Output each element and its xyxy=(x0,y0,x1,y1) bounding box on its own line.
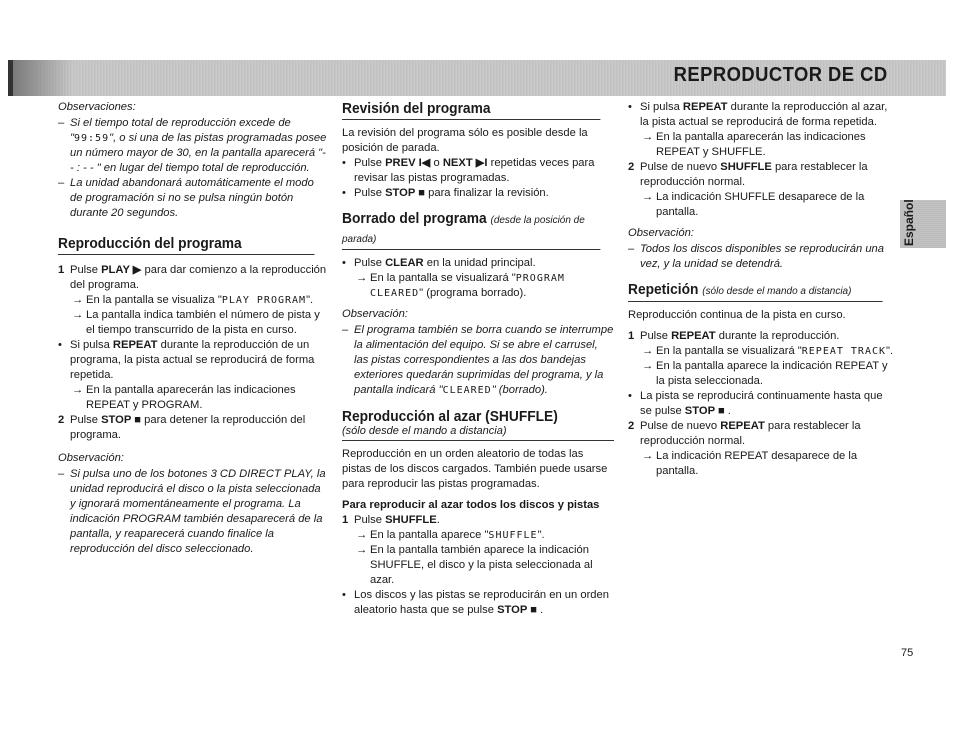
observation-item: – La unidad abandonará automáticamente el modo de programación si no se pulsa ningún botón durante 20 segundos. xyxy=(58,177,314,219)
section-title-shuffle: Reproducción al azar (SHUFFLE) xyxy=(342,409,558,425)
step-2: 2 Pulse STOP ■ para detener la reproducción del programa. xyxy=(58,414,306,441)
arrow-note: → En la pantalla aparecerán las indicaciones REPEAT y SHUFFLE. xyxy=(642,131,866,158)
bullet-item: • Pulse PREV I◀ o NEXT ▶I repetidas veces para revisar las pistas programadas. xyxy=(342,157,595,184)
subheading: Para reproducir al azar todos los discos y pistas xyxy=(342,499,600,511)
observation-heading: Observación: xyxy=(342,308,408,320)
paragraph: Reproducción continua de la pista en curso. xyxy=(628,309,846,321)
step-2: 2 Pulse de nuevo SHUFFLE para restablecer la reproducción normal. xyxy=(628,161,868,188)
arrow-note: → En la pantalla se visualiza "PLAY PROGRAM". xyxy=(72,294,314,306)
section-title-program-playback: Reproducción del programa xyxy=(58,235,315,255)
column-right xyxy=(628,100,896,479)
arrow-note: → La indicación REPEAT desaparece de la pantalla. xyxy=(642,450,858,477)
observations-heading: Observaciones: xyxy=(58,101,136,113)
language-tab xyxy=(900,200,946,248)
section-title-repeat: Repetición (sólo desde el mando a distancia) xyxy=(628,281,883,302)
step-1: 1 Pulse PLAY ▶ para dar comienzo a la reproducción del programa. xyxy=(58,264,327,291)
step-1: 1 Pulse REPEAT durante la reproducción. xyxy=(628,330,840,342)
bullet-item: • La pista se reproducirá continuamente hasta que se pulse STOP ■ . xyxy=(628,390,883,417)
paragraph: Reproducción en un orden aleatorio de todas las pistas de los discos cargados. También puede usarse para reproducir las pistas programadas. xyxy=(342,448,608,490)
section-title-program-review: Revisión del programa xyxy=(342,100,600,120)
paragraph: La revisión del programa sólo es posible desde la posición de parada. xyxy=(342,127,588,154)
section-subtitle: (sólo desde el mando a distancia) xyxy=(342,424,614,441)
step-1: 1 Pulse SHUFFLE. xyxy=(342,514,440,526)
page-number: 75 xyxy=(901,647,914,659)
arrow-note: → En la pantalla se visualizará "PROGRAM CLEARED" (programa borrado). xyxy=(356,272,565,299)
arrow-note: → En la pantalla aparece la indicación REPEAT y la pista seleccionada. xyxy=(642,360,888,387)
arrow-note: → La indicación SHUFFLE desaparece de la pantalla. xyxy=(642,191,865,218)
step-2: 2 Pulse de nuevo REPEAT para restablecer la reproducción normal. xyxy=(628,420,861,447)
bullet-item: • Pulse CLEAR en la unidad principal. xyxy=(342,257,536,269)
arrow-note: → La pantalla indica también el número de pista y el tiempo transcurrido de la pista en curso. xyxy=(72,309,320,336)
bullet-item: • Pulse STOP ■ para finalizar la revisión. xyxy=(342,187,549,199)
observation-item: – Si pulsa uno de los botones 3 CD DIRECT PLAY, la unidad reproducirá el disco o la pista seleccionada y ignorará momentáneamente el programa. La indicación PROGRAM también desaparecerá de la pantalla, y reaparecerá cuando finalice la reproducción del disco seleccionado. xyxy=(58,468,326,555)
language-tab-label: Español xyxy=(902,199,916,246)
arrow-note: → En la pantalla aparecerán las indicaciones REPEAT y PROGRAM. xyxy=(72,384,296,411)
section-title-program-clear: Borrado del programa (desde la posición de parada) xyxy=(342,210,600,250)
bullet-item: • Si pulsa REPEAT durante la reproducción al azar, la pista actual se reproducirá de forma repetida. xyxy=(628,101,888,128)
observation-heading: Observación: xyxy=(628,227,694,239)
header-bar xyxy=(8,60,946,96)
column-left xyxy=(58,100,328,557)
arrow-note: → En la pantalla se visualizará "REPEAT TRACK". xyxy=(642,345,894,357)
bullet-item: • Los discos y las pistas se reproducirán en un orden aleatorio hasta que se pulse STOP ■ . xyxy=(342,589,609,616)
column-middle xyxy=(342,100,614,618)
observation-heading: Observación: xyxy=(58,452,124,464)
observation-item: – Si el tiempo total de reproducción excede de "99:59", o si una de las pistas programadas posee un número mayor de 30, en la pantalla aparecerá "- - : - - " en lugar del tiempo total de reproducción. xyxy=(58,117,327,174)
page-title: REPRODUCTOR DE CD xyxy=(674,64,888,86)
arrow-note: → En la pantalla también aparece la indicación SHUFFLE, el disco y la pista seleccionada al azar. xyxy=(356,544,593,586)
arrow-note: → En la pantalla aparece "SHUFFLE". xyxy=(356,529,545,541)
bullet-item: • Si pulsa REPEAT durante la reproducción de un programa, la pista actual se reproducirá de forma repetida. xyxy=(58,339,315,381)
observation-item: – El programa también se borra cuando se interrumpe la alimentación del equipo. Si se abre el carrusel, las pistas correspondientes a las dos bandejas exteriores quedarán suprimidas del programa, y la pantalla indicará "CLEARED" (borrado). xyxy=(342,324,614,396)
observation-item: – Todos los discos disponibles se reproducirán una vez, y la unidad se detendrá. xyxy=(628,243,884,270)
